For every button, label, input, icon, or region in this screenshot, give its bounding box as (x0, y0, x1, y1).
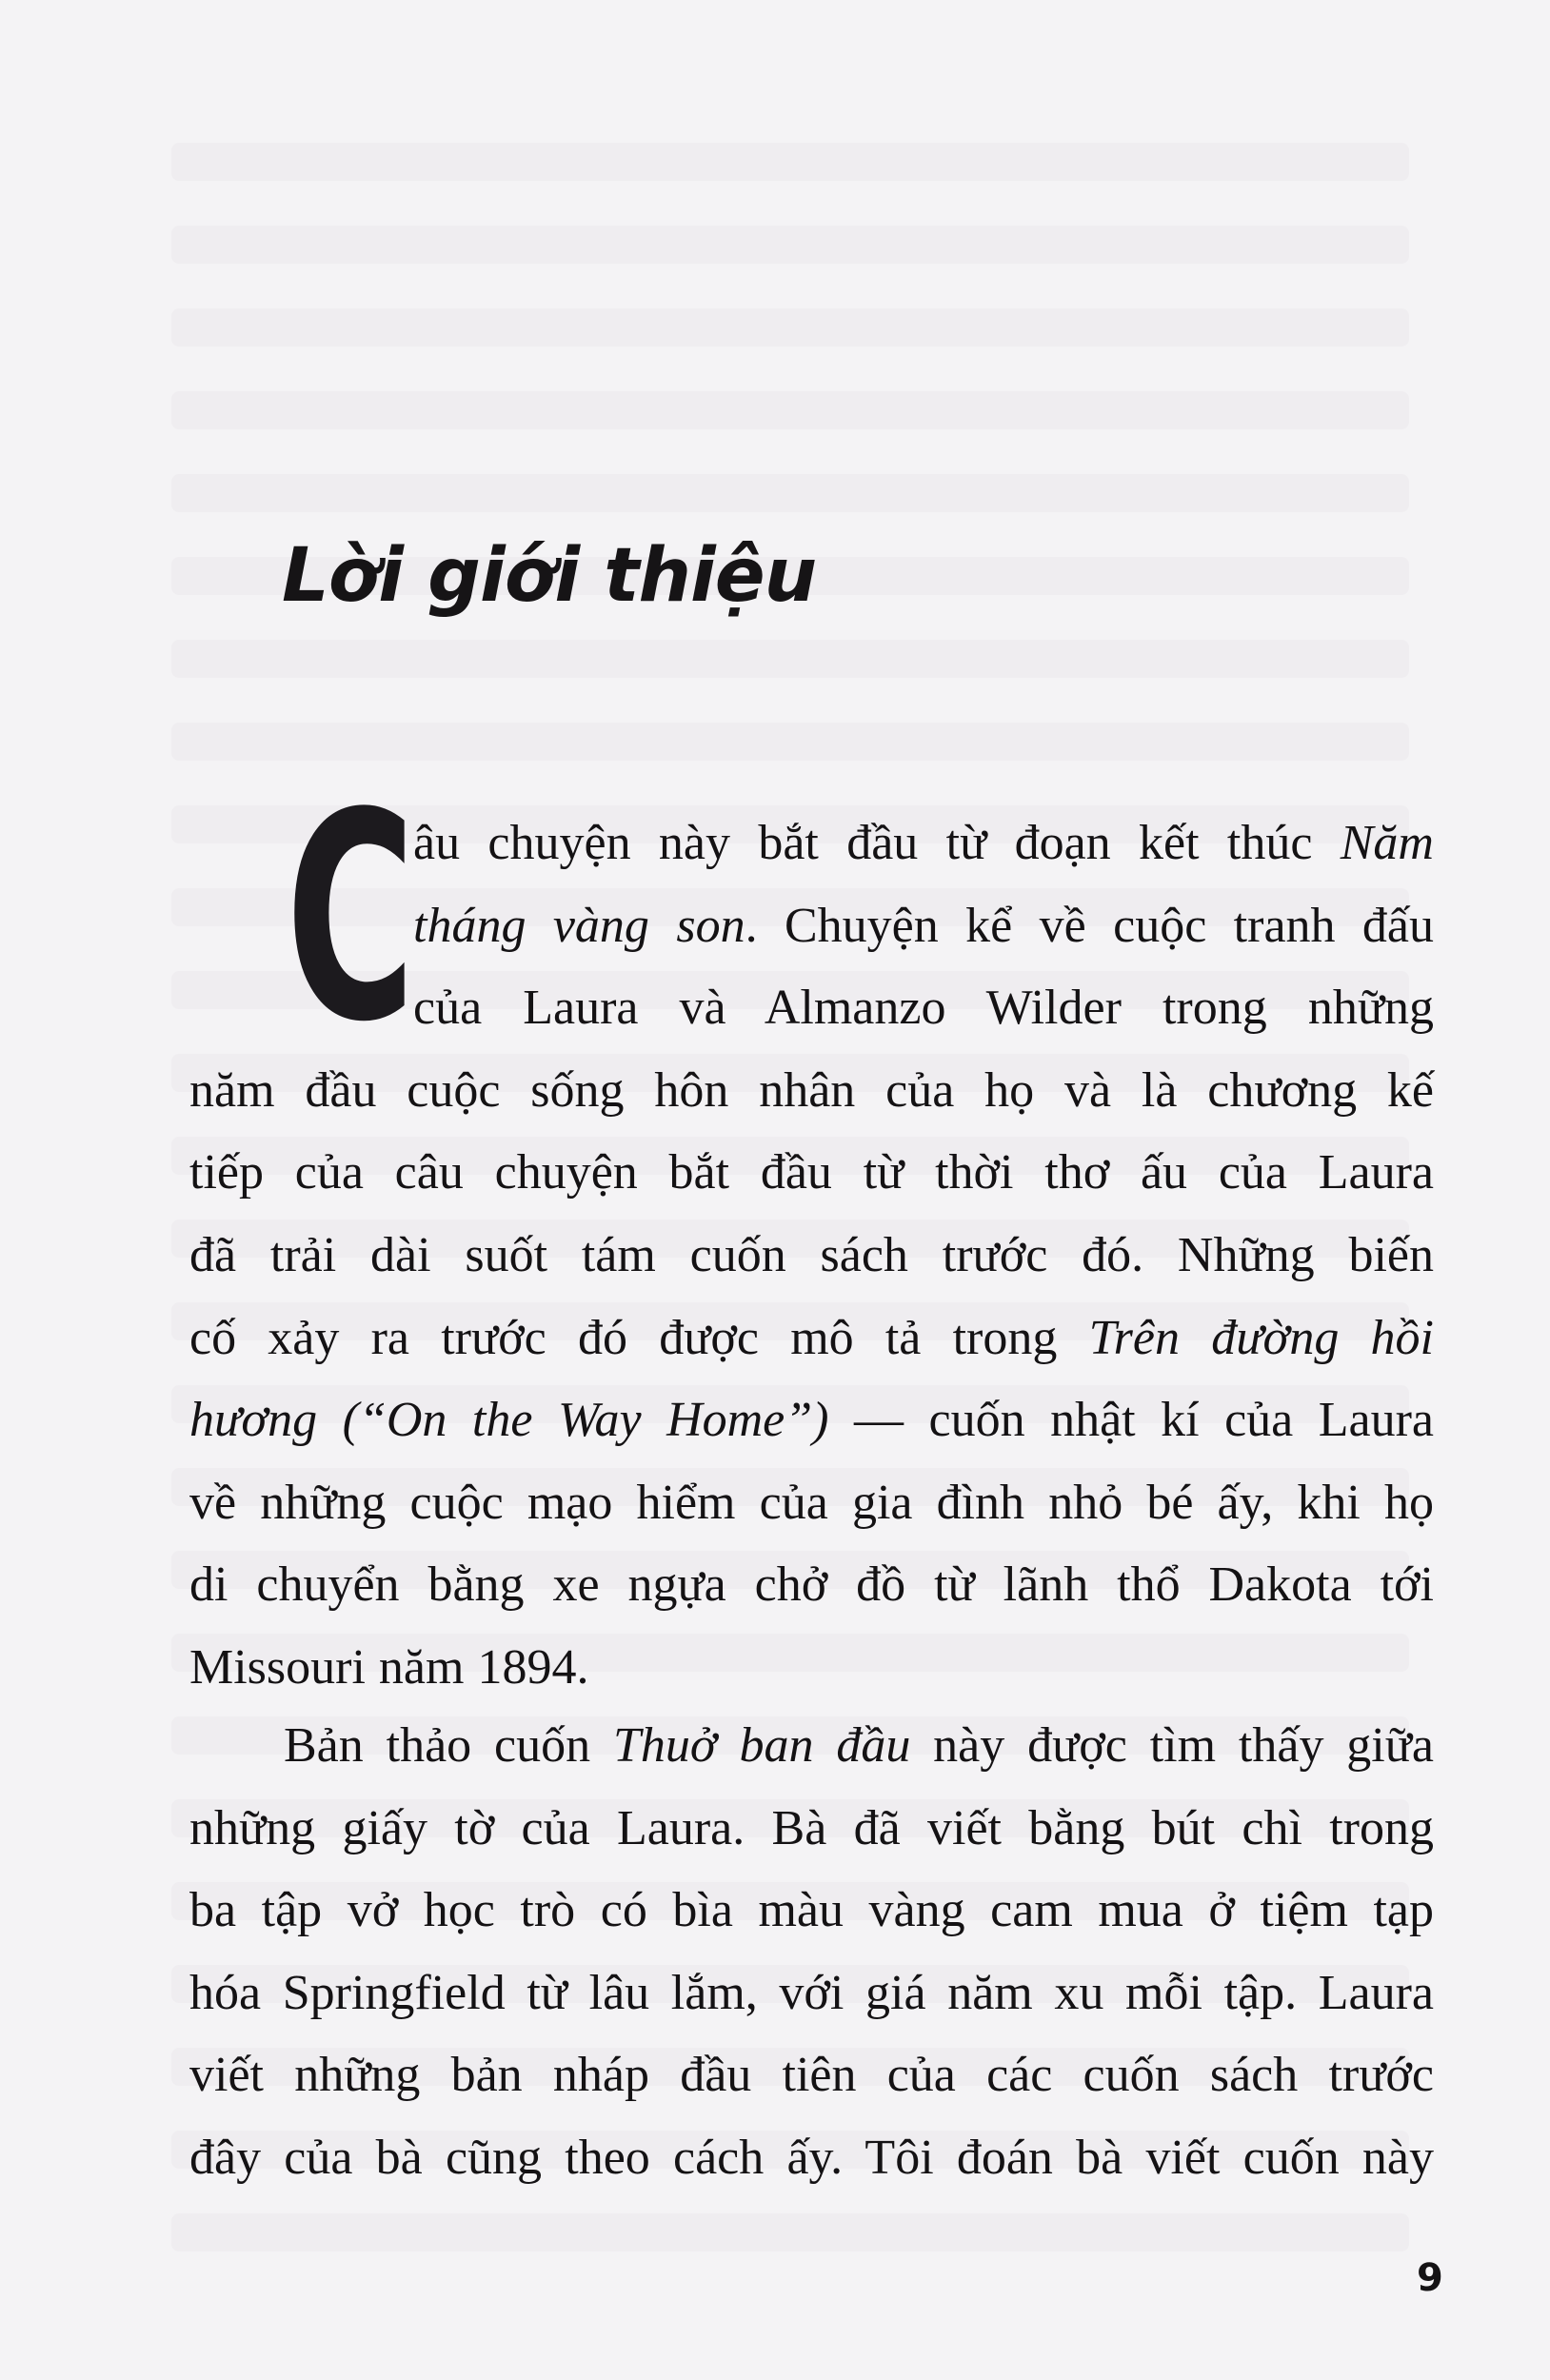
text-run: . Chuyện kể về cuộc tranh đấu (745, 898, 1434, 953)
text-run: năm đầu cuộc sống hôn nhân của họ và là chương kế (189, 1062, 1434, 1118)
text-line (189, 2130, 1434, 2187)
text-line (189, 1227, 1434, 1284)
text-run: những giấy tờ của Laura. Bà đã viết bằng bút chì trong (189, 1800, 1434, 1855)
bleed-through-line (171, 474, 1409, 512)
italic-title-text: Thuở ban đầu (612, 1718, 911, 1773)
text-run: di chuyển bằng xe ngựa chở đồ từ lãnh thổ Dakota tới (189, 1557, 1434, 1613)
text-line (413, 898, 1434, 955)
text-line (189, 1144, 1434, 1201)
text-line (189, 1965, 1434, 2022)
text-run: cố xảy ra trước đó được mô tả trong (189, 1310, 1089, 1365)
text-line (189, 1557, 1434, 1614)
text-line (413, 980, 1434, 1037)
text-run: này được tìm thấy giữa (910, 1718, 1435, 1773)
bleed-through-line (171, 391, 1409, 429)
text-line (413, 815, 1434, 872)
text-run: — cuốn nhật kí của Laura (828, 1393, 1434, 1448)
bleed-through-line (171, 640, 1409, 678)
text-line (189, 2047, 1434, 2104)
text-line (189, 1882, 1434, 1939)
text-run: viết những bản nháp đầu tiên của các cuốn sách trước (189, 2048, 1434, 2103)
italic-title-text: tháng vàng son (413, 898, 745, 953)
text-line (189, 1475, 1434, 1532)
text-run: tiếp của câu chuyện bắt đầu từ thời thơ ấu của Laura (189, 1145, 1434, 1200)
text-run: về những cuộc mạo hiểm của gia đình nhỏ bé ấy, khi họ (189, 1475, 1434, 1530)
text-run: đây của bà cũng theo cách ấy. Tôi đoán bà viết cuốn này (189, 2131, 1434, 2185)
text-line (189, 1800, 1434, 1857)
bleed-through-line (171, 143, 1409, 181)
text-run: Bản thảo cuốn (284, 1718, 613, 1773)
text-run: âu chuyện này bắt đầu từ đoạn kết thúc (413, 816, 1341, 870)
text-line (189, 1392, 1434, 1449)
text-run: Missouri năm 1894. (189, 1640, 589, 1695)
text-run: hóa Springfield từ lâu lắm, với giá năm xu mỗi tập. Laura (189, 1965, 1434, 2020)
bleed-through-line (171, 2213, 1409, 2251)
drop-cap: C (286, 752, 416, 1084)
text-run: ba tập vở học trò có bìa màu vàng cam mua ở tiệm tạp (189, 1883, 1434, 1938)
bleed-through-line (171, 226, 1409, 264)
italic-title-text: hương (“On the Way Home”) (189, 1393, 829, 1448)
page-number: 9 (1417, 2256, 1443, 2300)
italic-title-text: Trên đường hồi (1088, 1310, 1434, 1365)
bleed-through-line (171, 308, 1409, 347)
text-line (284, 1717, 1434, 1775)
chapter-heading: Lời giới thiệu (282, 533, 817, 619)
text-line (189, 1639, 1434, 1696)
text-run: đã trải dài suốt tám cuốn sách trước đó. Những biến (189, 1228, 1434, 1282)
text-run: của Laura và Almanzo Wilder trong những (413, 981, 1434, 1036)
italic-title-text: Năm (1340, 816, 1434, 870)
text-line (189, 1310, 1434, 1367)
text-line (189, 1062, 1434, 1120)
